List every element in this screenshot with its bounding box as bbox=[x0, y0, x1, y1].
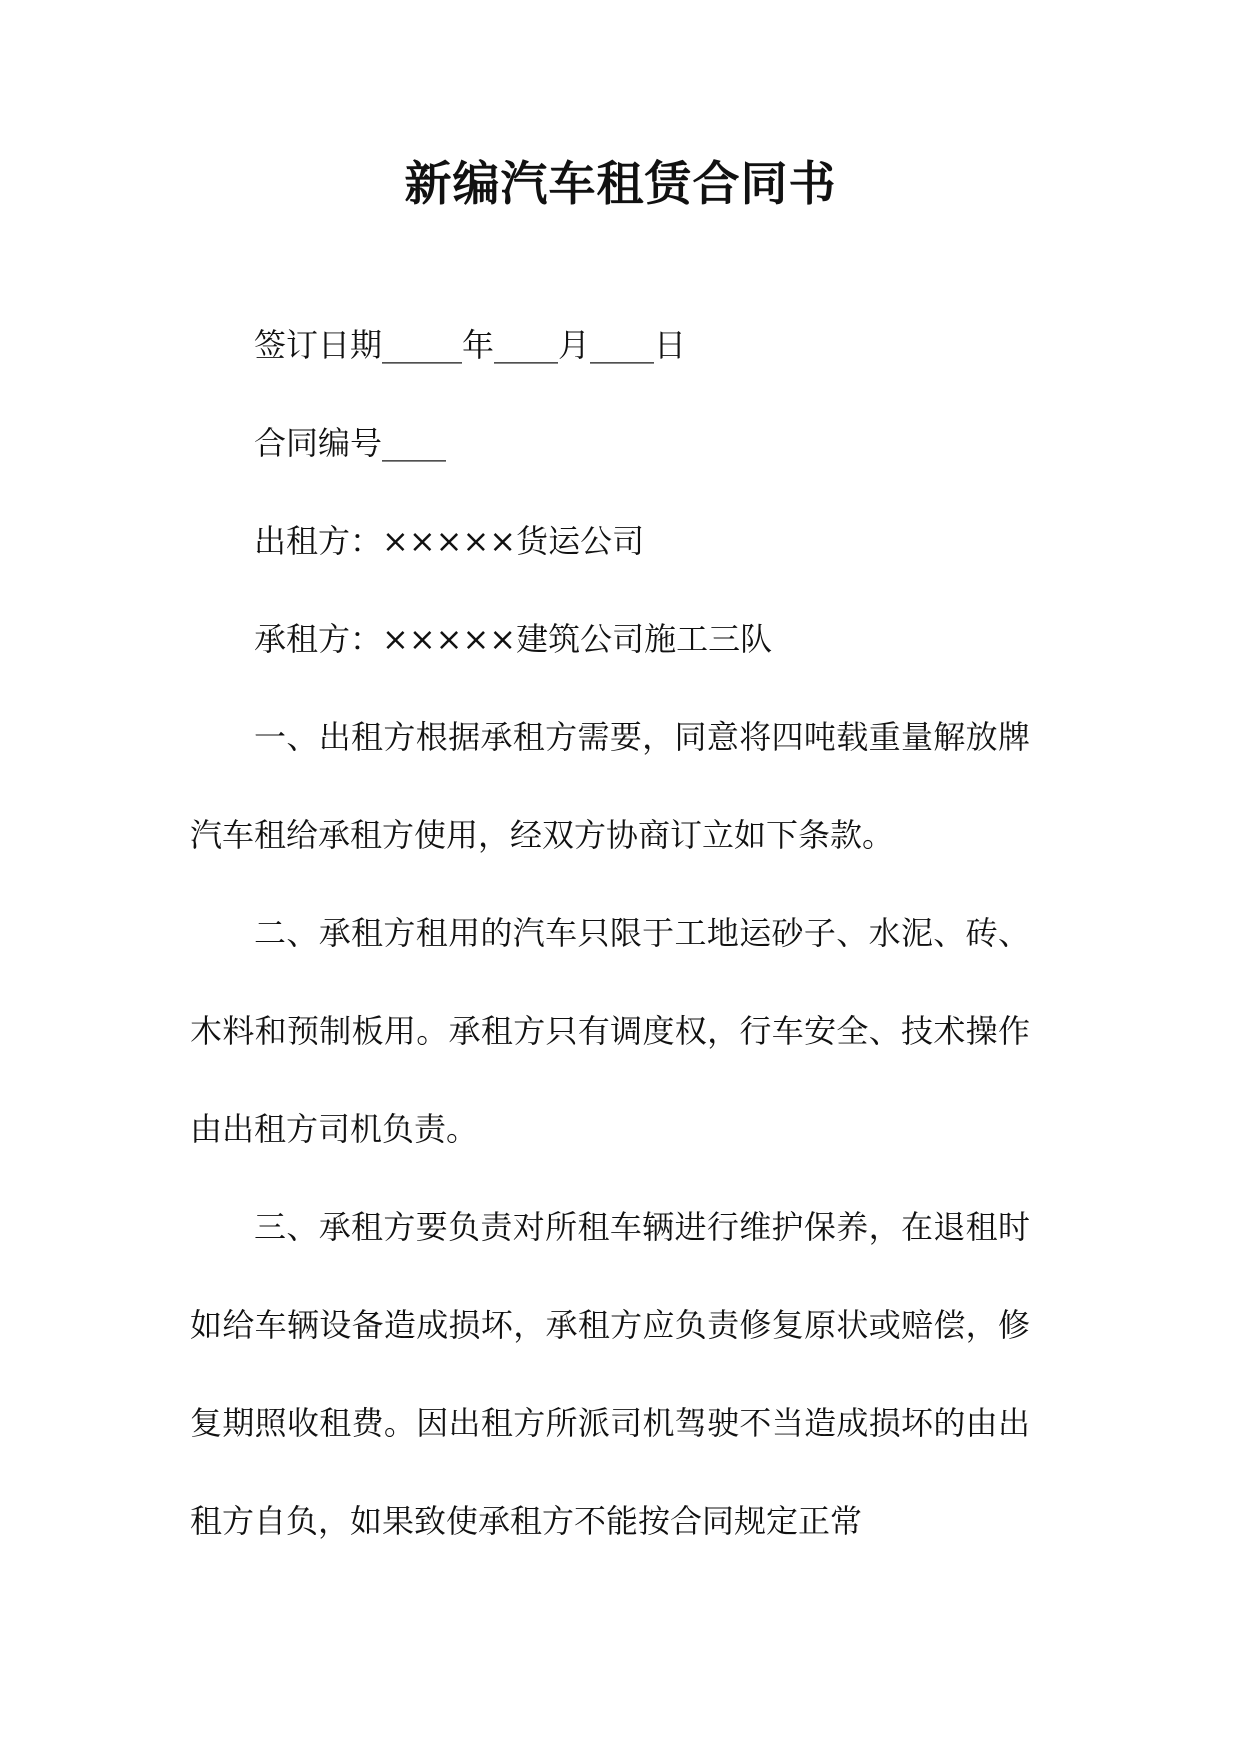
lessee-line: 承租方：×××××建筑公司施工三队 bbox=[254, 620, 773, 658]
document-title: 新编汽车租赁合同书 bbox=[404, 157, 837, 212]
clause-2: 二、承租方租用的汽车只限于工地运砂子、水泥、砖、木料和预制板用。承租方只有调度权，行车安全、技术操作由出租方司机负责。 bbox=[190, 914, 1030, 1148]
document-body bbox=[190, 296, 1030, 1570]
contract-number-line: 合同编号____ bbox=[254, 424, 447, 462]
lessor-line: 出租方：×××××货运公司 bbox=[254, 522, 645, 560]
signing-date-line: 签订日期_____年____月____日 bbox=[254, 326, 687, 364]
clause-3: 三、承租方要负责对所租车辆进行维护保养，在退租时如给车辆设备造成损坏，承租方应负责修复原状或赔偿，修复期照收租费。因出租方所派司机驾驶不当造成损坏的由出租方自负，如果致使承租方不能按合同规定正常 bbox=[190, 1208, 1030, 1540]
clause-1: 一、出租方根据承租方需要，同意将四吨载重量解放牌汽车租给承租方使用，经双方协商订立如下条款。 bbox=[190, 718, 1030, 854]
